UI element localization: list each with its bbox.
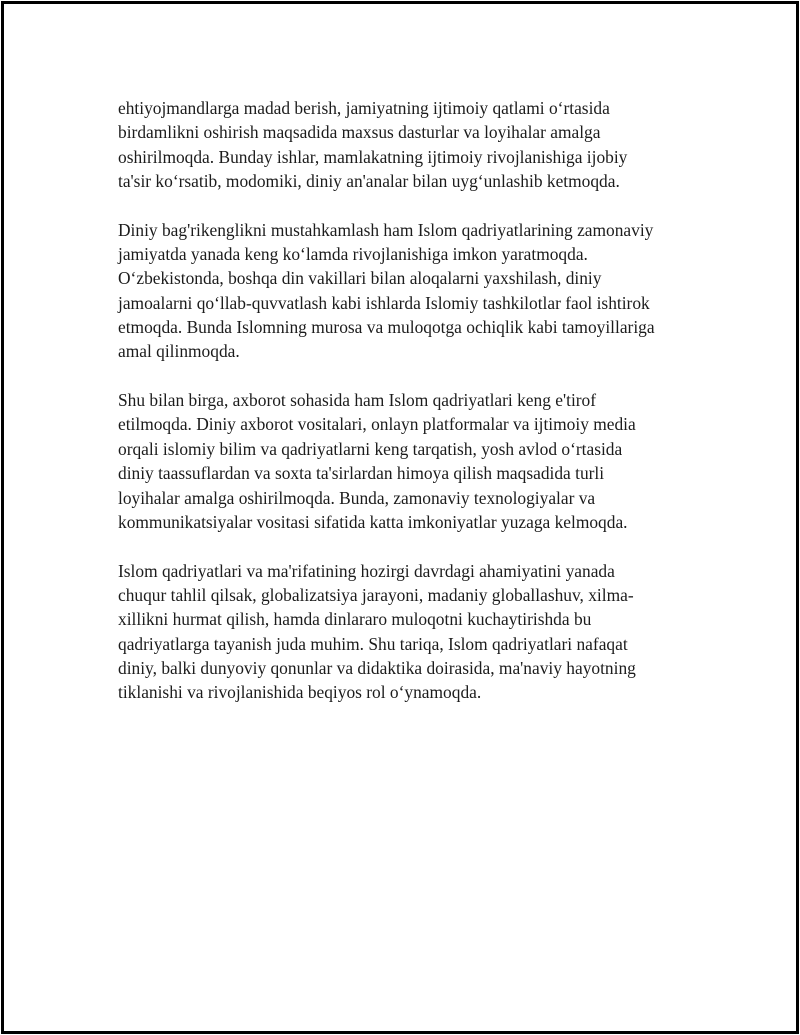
text-line: orqali islomiy bilim va qadriyatlarni keng tarqatish, yosh avlod o‘rtasida: [118, 438, 623, 459]
text-line: amal qilinmoqda.: [118, 341, 240, 362]
text-line: etilmoqda. Diniy axborot vositalari, onlayn platformalar va ijtimoiy media: [118, 414, 636, 435]
text-line: qadriyatlarga tayanish juda muhim. Shu tariqa, Islom qadriyatlari nafaqat: [118, 633, 628, 654]
text-line: diniy taassuflardan va soxta ta'sirlardan himoya qilish maqsadida turli: [118, 463, 605, 484]
document-page: [1, 1, 799, 1034]
text-line: kommunikatsiyalar vositasi sifatida katta imkoniyatlar yuzaga kelmoqda.: [118, 511, 628, 532]
paragraph-1: [118, 96, 698, 193]
paragraph-3: [118, 388, 698, 534]
paragraph-4: [118, 559, 698, 705]
text-line: O‘zbekistonda, boshqa din vakillari bilan aloqalarni yaxshilash, diniy: [118, 268, 602, 289]
text-line: tiklanishi va rivojlanishida beqiyos rol o‘ynamoqda.: [118, 682, 482, 703]
paragraph-2: [118, 218, 698, 364]
text-line: ta'sir ko‘rsatib, modomiki, diniy an'analar bilan uyg‘unlashib ketmoqda.: [118, 171, 620, 192]
text-line: jamiyatda yanada keng ko‘lamda rivojlanishiga imkon yaratmoqda.: [118, 244, 588, 265]
text-line: xillikni hurmat qilish, hamda dinlararo muloqotni kuchaytirishda bu: [118, 609, 592, 630]
text-line: jamoalarni qo‘llab-quvvatlash kabi ishlarda Islomiy tashkilotlar faol ishtirok: [118, 292, 650, 313]
text-line: oshirilmoqda. Bunday ishlar, mamlakatning ijtimoiy rivojlanishiga ijobiy: [118, 146, 628, 167]
text-line: chuqur tahlil qilsak, globalizatsiya jarayoni, madaniy globallashuv, xilma-: [118, 584, 634, 605]
text-line: loyihalar amalga oshirilmoqda. Bunda, zamonaviy texnologiyalar va: [118, 487, 596, 508]
text-line: ehtiyojmandlarga madad berish, jamiyatning ijtimoiy qatlami o‘rtasida: [118, 98, 610, 118]
text-line: Islom qadriyatlari va ma'rifatining hozirgi davrdagi ahamiyatini yanada: [118, 560, 615, 581]
text-line: diniy, balki dunyoviy qonunlar va didaktika doirasida, ma'naviy hayotning: [118, 657, 636, 678]
text-line: Shu bilan birga, axborot sohasida ham Islom qadriyatlari keng e'tirof: [118, 390, 597, 411]
text-line: Diniy bag'rikenglikni mustahkamlash ham Islom qadriyatlarining zamonaviy: [118, 219, 654, 240]
document-body: [118, 96, 698, 729]
text-line: birdamlikni oshirish maqsadida maxsus dasturlar va loyihalar amalga: [118, 122, 601, 143]
text-line: etmoqda. Bunda Islomning murosa va muloqotga ochiqlik kabi tamoyillariga: [118, 317, 655, 338]
